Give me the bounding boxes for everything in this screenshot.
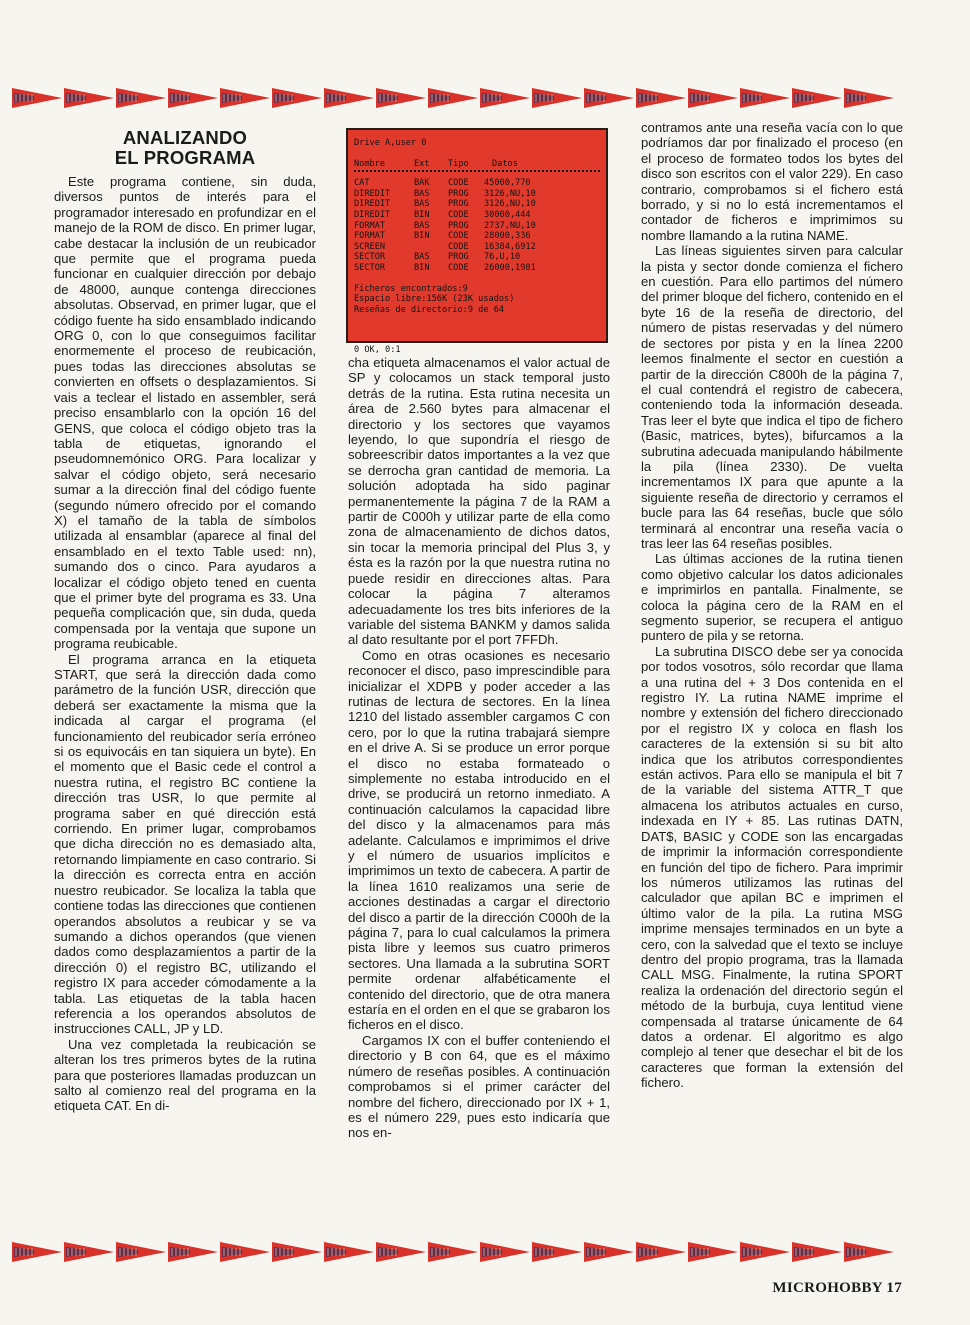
- screen-cell: PROG: [448, 252, 469, 263]
- screen-cell: 16384,6912: [484, 241, 536, 252]
- pennant-arrow-icon: [792, 86, 842, 110]
- column-right: [641, 120, 903, 1091]
- pennant-arrow-icon: [740, 86, 790, 110]
- pennant-arrow-icon: [480, 86, 530, 110]
- screen-cell: CODE: [448, 178, 469, 189]
- screen-cell: SECTOR: [354, 262, 386, 273]
- top-arrow-band: [0, 84, 922, 112]
- column-left: [54, 128, 316, 1114]
- screen-cell: 3126,NU,10: [484, 199, 536, 210]
- screen-file-row: [354, 189, 600, 200]
- screen-cell: CODE: [448, 209, 469, 220]
- screen-cell: PROG: [448, 188, 469, 199]
- paragraph: Las líneas siguientes sirven para calcular la pista y sector donde comienza el fichero en cuestión. Para ello partimos del número del primer bloque del fichero, contenido en el byte 16 de la reseña de directorio, del número de pistas reservadas y del número de sectores por pista y en la línea 2200 leemos finalmente el sector en cuestión a partir de la dirección C800h de la página 7, el cual contendrá el registro de cabecera, conteniendo toda la información deseada. Tras leer el byte que indica el tipo de fichero (Basic, matrices, bytes), bifurcamos a la subrutina adecuada manipulando hábilmente la pila (línea 2330). De vuelta incrementamos IX para que apunte a la siguiente reseña de directorio y cerramos el bucle para las 64 reseñas, bucle que sólo terminará al encontrar una reseña vacía o tras leer las 64 reseñas posibles.: [641, 243, 903, 551]
- paragraph: El programa arranca en la etiqueta START, que será la dirección dada como parámetro de la función USR, dirección que deberá ser exactamente la misma que la indicada al cargar el programa (el funcionamiento del reubicador sería erróneo si os equivocáis en tan siquiera un byte). En el momento que el Basic cede el control a nuestra rutina, el registro BC contiene la dirección tras USR, lo que permite al programa saber en qué dirección está corriendo. En primer lugar, comprobamos que dicha dirección no es demasiado alta, retornando limpiamente en caso contrario. Si la dirección es correcta entra en acción nuestro reubicador. Se localiza la tabla que contiene todas las direcciones que contienen operandos absolutos a reubicar y se va sumando a dichos operandos (que vienen dados como desplazamientos a partir de la dirección 0) el registro BC, utilizando el registro IX para acceder cómodamente a la tabla. Las etiquetas de la tabla hacen referencia a los operandos absolutos de instrucciones CALL, JP y LD.: [54, 651, 316, 1037]
- pennant-arrow-icon: [116, 1240, 166, 1264]
- screen-cell: DIREDIT: [354, 199, 391, 210]
- pennant-arrow-icon: [12, 86, 62, 110]
- screen-cell: 3126,NU,10: [484, 188, 536, 199]
- magazine-name: MICROHOBBY: [772, 1280, 883, 1296]
- pennant-arrow-icon: [428, 86, 478, 110]
- pennant-arrow-icon: [688, 1240, 738, 1264]
- pennant-arrow-icon: [844, 1240, 894, 1264]
- paragraph: Una vez completada la reubicación se alteran los tres primeros bytes de la rutina para que posteriores llamadas produzcan un salto al comienzo real del programa en la etiqueta CAT. En di-: [54, 1036, 316, 1114]
- screen-cell: FORMAT: [354, 220, 386, 231]
- pennant-arrow-icon: [220, 86, 270, 110]
- pennant-arrow-icon: [168, 1240, 218, 1264]
- pennant-arrow-icon: [220, 1240, 270, 1264]
- pennant-arrow-icon: [272, 1240, 322, 1264]
- screen-cell: CODE: [448, 231, 469, 242]
- pennant-arrow-icon: [636, 86, 686, 110]
- pennant-arrow-icon: [844, 86, 894, 110]
- directory-screenshot: [346, 128, 608, 356]
- pennant-arrow-icon: [688, 86, 738, 110]
- screen-cell: BAS: [414, 252, 430, 263]
- screen-separator: [354, 170, 600, 176]
- screen-file-row: [354, 178, 600, 189]
- screen-file-list: [354, 178, 600, 273]
- screen-cell: CAT: [354, 178, 370, 189]
- pennant-arrow-icon: [168, 86, 218, 110]
- col-header: Tipo: [448, 158, 469, 169]
- col-header: Ext: [414, 158, 430, 169]
- pennant-arrow-icon: [64, 86, 114, 110]
- screen-cell: CODE: [448, 241, 469, 252]
- screen-cell: 30000,444: [484, 209, 531, 220]
- screen-file-row: [354, 210, 600, 221]
- bottom-arrow-band: [0, 1238, 922, 1266]
- screen-cell: BIN: [414, 231, 430, 242]
- article-heading: [54, 128, 316, 168]
- pennant-arrow-icon: [584, 86, 634, 110]
- paragraph: Como en otras ocasiones es necesario reconocer el disco, paso imprescindible para inicializar el XDPB y poder acceder a las rutinas de lectura de sectores. En la línea 1210 del listado assembler cargamos C con cero, por lo que la rutina trabajará siempre en el drive A. Si se produce un error porque el disco no estaba formateado o simplemente no estaba introducido en el drive, se producirá un retorno inmediato. A continuación calculamos la capacidad libre del disco y la almacenamos para más adelante. Calculamos e imprimimos el drive y el número de usuarios implícitos e imprimimos un texto de cabecera. A partir de la línea 1610 realizamos una serie de acciones destinadas a cargar el directorio del disco a partir de la dirección C000h de la página 7, para lo cual calculamos la primera pista libre y leemos sus cuatro primeros sectores. Una llamada a la subrutina SORT permite ordenar alfabéticamente el contenido del directorio, que de otra manera estaría en el orden en el que se grabaron los ficheros en el disco.: [348, 647, 610, 1033]
- screen-file-row: [354, 231, 600, 242]
- screen-cell: PROG: [448, 199, 469, 210]
- pennant-arrow-icon: [480, 1240, 530, 1264]
- screen-cell: 45000,770: [484, 178, 531, 189]
- screen-status: 0 OK, 0:1: [354, 345, 401, 356]
- screen-cell: PROG: [448, 220, 469, 231]
- screen-cell: DIREDIT: [354, 188, 391, 199]
- screen-files-found: Ficheros encontrados:9: [354, 283, 468, 294]
- pennant-arrow-icon: [324, 1240, 374, 1264]
- screen-cell: BAS: [414, 199, 430, 210]
- screen-free-space: Espacio libre:156K (23K usados): [354, 294, 515, 305]
- page-footer: [772, 1280, 902, 1297]
- screen-cell: BIN: [414, 209, 430, 220]
- screen-cell: DIREDIT: [354, 209, 391, 220]
- pennant-arrow-icon: [428, 1240, 478, 1264]
- heading-line-2: EL PROGRAMA: [114, 147, 256, 168]
- paragraph: contramos ante una reseña vacía con lo que podríamos dar por finalizado el proceso (en el proceso de formateo todos los bytes del disco son escritos con el valor 229). En caso contrario, comprobamos si el fichero está borrado, y si no lo está incrementamos el contador de ficheros e imprimimos su nombre llamando a la rutina NAME.: [641, 120, 903, 243]
- screen-cell: CODE: [448, 262, 469, 273]
- screen-cell: 2737,NU,10: [484, 220, 536, 231]
- pennant-arrow-icon: [272, 86, 322, 110]
- pennant-arrow-icon: [636, 1240, 686, 1264]
- pennant-arrow-icon: [584, 1240, 634, 1264]
- screen-cell: [414, 242, 448, 253]
- paragraph: Las últimas acciones de la rutina tienen como objetivo calcular los datos adicionales e imprimirlos en pantalla. Finalmente, se coloca la página cero de la RAM en el segmento superior, se recupera el antiguo puntero de pila y se retorna.: [641, 551, 903, 644]
- heading-line-1: ANALIZANDO: [122, 127, 248, 148]
- pennant-arrow-icon: [324, 86, 374, 110]
- screen-file-row: [354, 221, 600, 232]
- screen-cell: FORMAT: [354, 231, 386, 242]
- screen-cell: 28000,336: [484, 231, 531, 242]
- screen-cell: 26000,1981: [484, 262, 536, 273]
- paragraph: Cargamos IX con el buffer conteniendo el directorio y B con 64, que es el máximo número de reseñas posibles. A continuación comprobamos si el primer carácter del nombre del fichero, direccionado por IX + 1, es el número 229, pues esto indicaría que nos en-: [348, 1032, 610, 1141]
- pennant-arrow-icon: [116, 86, 166, 110]
- screen-file-row: [354, 252, 600, 263]
- pennant-arrow-icon: [740, 1240, 790, 1264]
- screen-cell: 76,U,10: [484, 252, 521, 263]
- column-middle: [348, 355, 610, 1141]
- screen-cell: SECTOR: [354, 252, 386, 263]
- pennant-arrow-icon: [12, 1240, 62, 1264]
- pennant-arrow-icon: [376, 86, 426, 110]
- pennant-arrow-icon: [532, 1240, 582, 1264]
- screen-header: Drive A,user 0: [354, 138, 427, 148]
- col-header: Datos: [492, 158, 518, 169]
- screen-file-row: [354, 199, 600, 210]
- paragraph: Este programa contiene, sin duda, diversos puntos de interés para el programador interesado en profundizar en el manejo de la ROM de disco. En primer lugar, cabe destacar la inclusión de un reubicador que permite que el programa pueda funcionar en cualquier dirección por debajo de 48000, aunque contenga direcciones absolutas. Observad, en primer lugar, que el código fuente ha sido ensamblado indicando ORG 0, con lo que conseguimos facilitar enormemente el proceso de reubicación, pues todas las direcciones absolutas se convierten en offsets o desplazamientos. Si vais a teclear el listado en assembler, será preciso ensamblarlo con la opción 16 del GENS, que coloca el código objeto tras la tabla de etiquetas, ignorando el pseudomnemónico ORG. Para localizar y salvar el código objeto, será necesario sumar a la dirección final del código fuente (segundo número ofrecido por el comando X) el tamaño de la tabla de símbolos utilizada al ensamblar (aparece al final del ensamblado en el texto Table used: nn), sumando dos o cinco. Para ayudaros a localizar el código objeto tened en cuenta que el primer byte del programa es 33. Una pequeña complicación que, sin duda, queda compensada por la ventaja que supone un programa reubicable.: [54, 174, 316, 652]
- screen-cell: BIN: [414, 262, 430, 273]
- screen-file-row: [354, 263, 600, 274]
- paragraph: cha etiqueta almacenamos el valor actual de SP y colocamos un stack temporal justo detrás de la rutina. Esta rutina necesita un área de 2.560 bytes para almacenar el directorio y los sectores que vayamos leyendo, lo que supondría el riesgo de sobreescribir datos importantes a la vez que se derrocha gran cantidad de memoria. La solución adoptada ha sido paginar permanentemente la página 7 de la RAM a partir de C000h y utilizar parte de ella como zona de almacenamiento de dichos datos, sin tocar la memoria principal del Plus 3, y ésta es la razón por la que nuestra rutina no puede residir en direcciones altas. Para colocar la página 7 alteramos adecuadamente los tres bits inferiores de la variable del sistema BANKM y damos salida al dato resultante por el port 7FFDh.: [348, 355, 610, 648]
- screen-cell: BAK: [414, 178, 430, 189]
- paragraph: La subrutina DISCO debe ser ya conocida por todos vosotros, sólo recordar que llama a una rutina del + 3 Dos contenida en el registro IY. La rutina NAME imprime el nombre y extensión del fichero direccionado por el registro IX y coloca en flash los caracteres de la extensión si su bit alto indica que los atributos correspondientes están activos. Para ello se manipula el bit 7 de la variable del sistema ATTR_T que almacena los atributos actuales en curso, indexada en IY + 85. Las rutinas DATN, DAT$, BASIC y CODE son las encargadas de imprimir la información correspondiente en función del tipo de fichero. Para imprimir los números utilizamos las rutinas del calculador que apilan BC e imprimen el último valor de la pila. La rutina MSG imprime mensajes terminados en un byte a cero, con la salvedad que el texto se incluye dentro del propio programa, tras la llamada CALL MSG. Finalmente, la rutina SPORT realiza la ordenación del directorio según el método de la burbuja, cuya lentitud viene compensada al tratarse únicamente de 64 datos a ordenar. El algoritmo es algo complejo al tener que desechar el bit de los caracteres que forman la extensión del fichero.: [641, 643, 903, 1091]
- screen-cell: BAS: [414, 220, 430, 231]
- pennant-arrow-icon: [376, 1240, 426, 1264]
- screen-column-headers: [354, 159, 600, 170]
- screen-directory-entries: Reseñas de directorio:9 de 64: [354, 304, 505, 315]
- screen-cell: BAS: [414, 188, 430, 199]
- page-number: 17: [886, 1280, 902, 1296]
- pennant-arrow-icon: [792, 1240, 842, 1264]
- pennant-arrow-icon: [64, 1240, 114, 1264]
- screen-file-row: [354, 242, 600, 253]
- col-header: Nombre: [354, 158, 386, 169]
- screen-cell: SCREEN: [354, 241, 386, 252]
- pennant-arrow-icon: [532, 86, 582, 110]
